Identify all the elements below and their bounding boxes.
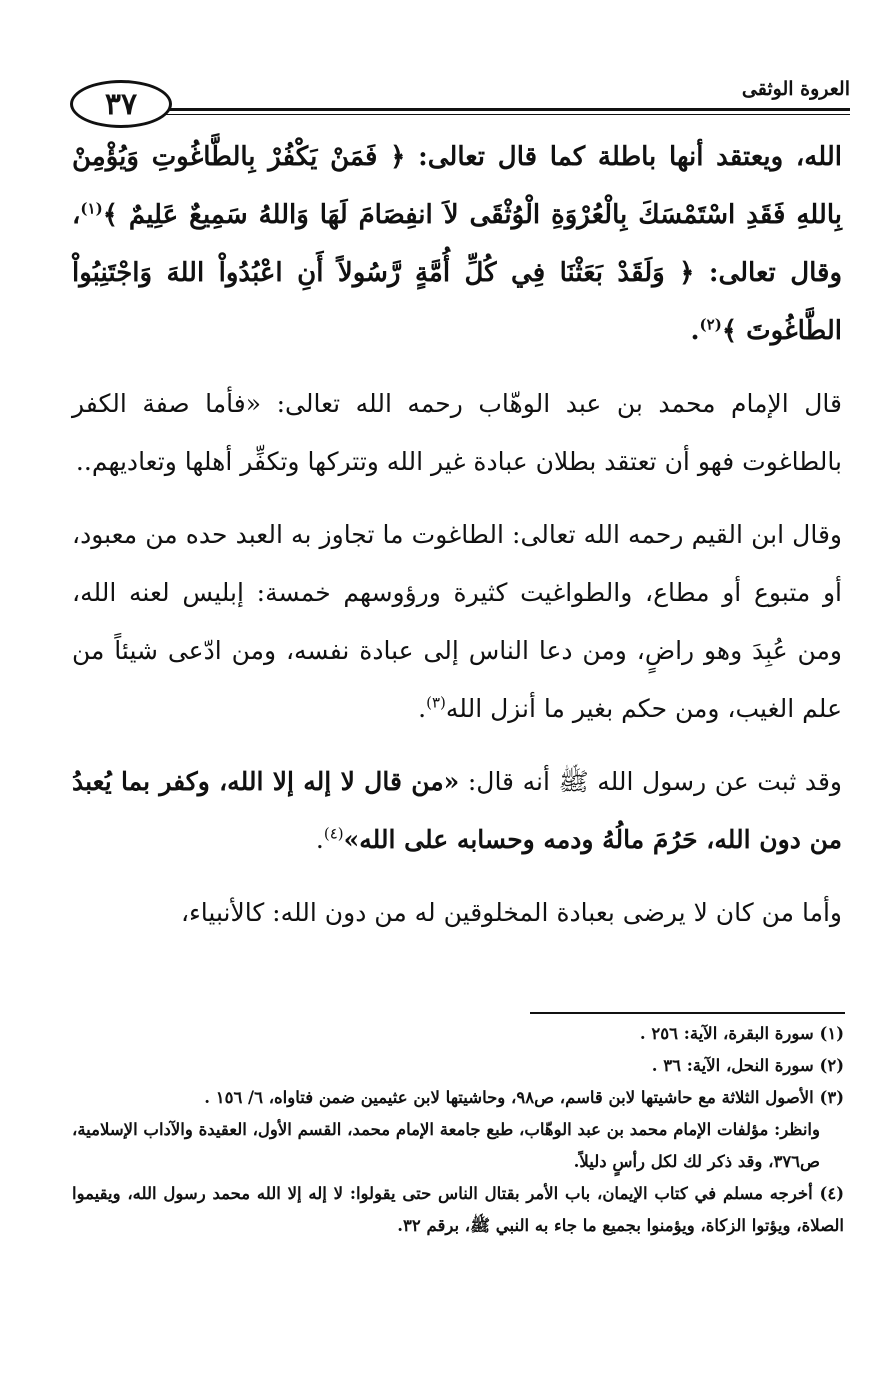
main-text	[72, 128, 842, 942]
paragraph-4	[72, 753, 842, 869]
footnote-ref-3: (٣)	[426, 693, 446, 712]
footnotes	[72, 1018, 844, 1242]
footnote-1: (١) سورة البقرة، الآية: ٢٥٦ .	[639, 1024, 844, 1043]
footnote-ref-1: (١)	[80, 199, 103, 218]
paragraph-3-end: .	[418, 694, 427, 723]
page-header	[70, 72, 850, 128]
footnote-ref-4: (٤)	[323, 824, 344, 843]
header-rule-thin	[166, 114, 850, 115]
paragraph-2: قال الإمام محمد بن عبد الوهّاب رحمه الله تعالى: «فأما صفة الكفر بالطاغوت فهو أن تعتقد بطلان عبادة غير الله وتتركها وتكفِّر أهلها وتعاديهم..	[72, 389, 842, 476]
header-rule	[166, 108, 850, 111]
footnote-3: (٣) الأصول الثلاثة مع حاشيتها لابن قاسم، ص٩٨، وحاشيتها لابن عثيمين ضمن فتاواه، ٦/ ١٥٦ .	[204, 1088, 844, 1107]
footnote-separator	[530, 1012, 845, 1014]
paragraph-4-end: .	[315, 825, 324, 854]
hadith-quote: «من قال لا إله إلا الله، وكفر بما يُعبدُ من دون الله، حَرُمَ مالُهُ ودمه وحسابه على الله»	[72, 767, 842, 854]
footnote-ref-2: (٢)	[699, 315, 722, 334]
footnote-3-continued: وانظر: مؤلفات الإمام محمد بن عبد الوهّاب، طبع جامعة الإمام محمد، القسم الأول، العقيدة والآداب الإسلامية، ص٣٧٦، وقد ذكر لك لكل رأسٍ دليلاً.	[72, 1120, 820, 1171]
paragraph-4-text: وقد ثبت عن رسول الله ﷺ أنه قال:	[459, 767, 842, 796]
paragraph-1-end: .	[690, 316, 700, 346]
paragraph-5: وأما من كان لا يرضى بعبادة المخلوقين له من دون الله: كالأنبياء،	[180, 898, 842, 927]
paragraph-3-text: وقال ابن القيم رحمه الله تعالى: الطاغوت ما تجاوز به العبد حده من معبود، أو متبوع أو مطاع، والطواغيت كثيرة ورؤوسهم خمسة: إبليس لعنه الله، ومن عُبِدَ وهو راضٍ، ومن دعا الناس إلى عبادة نفسه، ومن ادّعى شيئاً من علم الغيب، ومن حكم بغير ما أنزل الله	[72, 520, 842, 723]
paragraph-3	[72, 506, 842, 738]
footnote-4: (٤) أخرجه مسلم في كتاب الإيمان، باب الأمر بقتال الناس حتى يقولوا: لا إله إلا الله محمد رسول الله، ويقيموا الصلاة، ويؤتوا الزكاة، ويؤمنوا بجميع ما جاء به النبي ﷺ، برقم ٣٢.	[72, 1184, 844, 1235]
footnote-2: (٢) سورة النحل، الآية: ٣٦ .	[651, 1056, 844, 1075]
quran-verse-1: الله، ويعتقد أنها باطلة كما قال تعالى: ﴿ فَمَنْ يَكْفُرْ بِالطَّاغُوتِ وَيُؤْمِنْ بِاللهِ فَقَدِ اسْتَمْسَكَ بِالْعُرْوَةِ الْوُثْقَى لاَ انفِصَامَ لَهَا وَاللهُ سَمِيعٌ عَلِيمٌ ﴾	[72, 142, 843, 230]
paragraph-1	[72, 128, 842, 360]
running-title: العروة الوثقى	[736, 78, 850, 100]
quran-verse-2: ، وقال تعالى: ﴿ وَلَقَدْ بَعَثْنَا فِي كُلِّ أُمَّةٍ رَّسُولاً أَنِ اعْبُدُواْ اللهَ وَاجْتَنِبُواْ الطَّاغُوتَ ﴾	[72, 200, 842, 346]
page-number: ٣٧	[70, 80, 172, 128]
